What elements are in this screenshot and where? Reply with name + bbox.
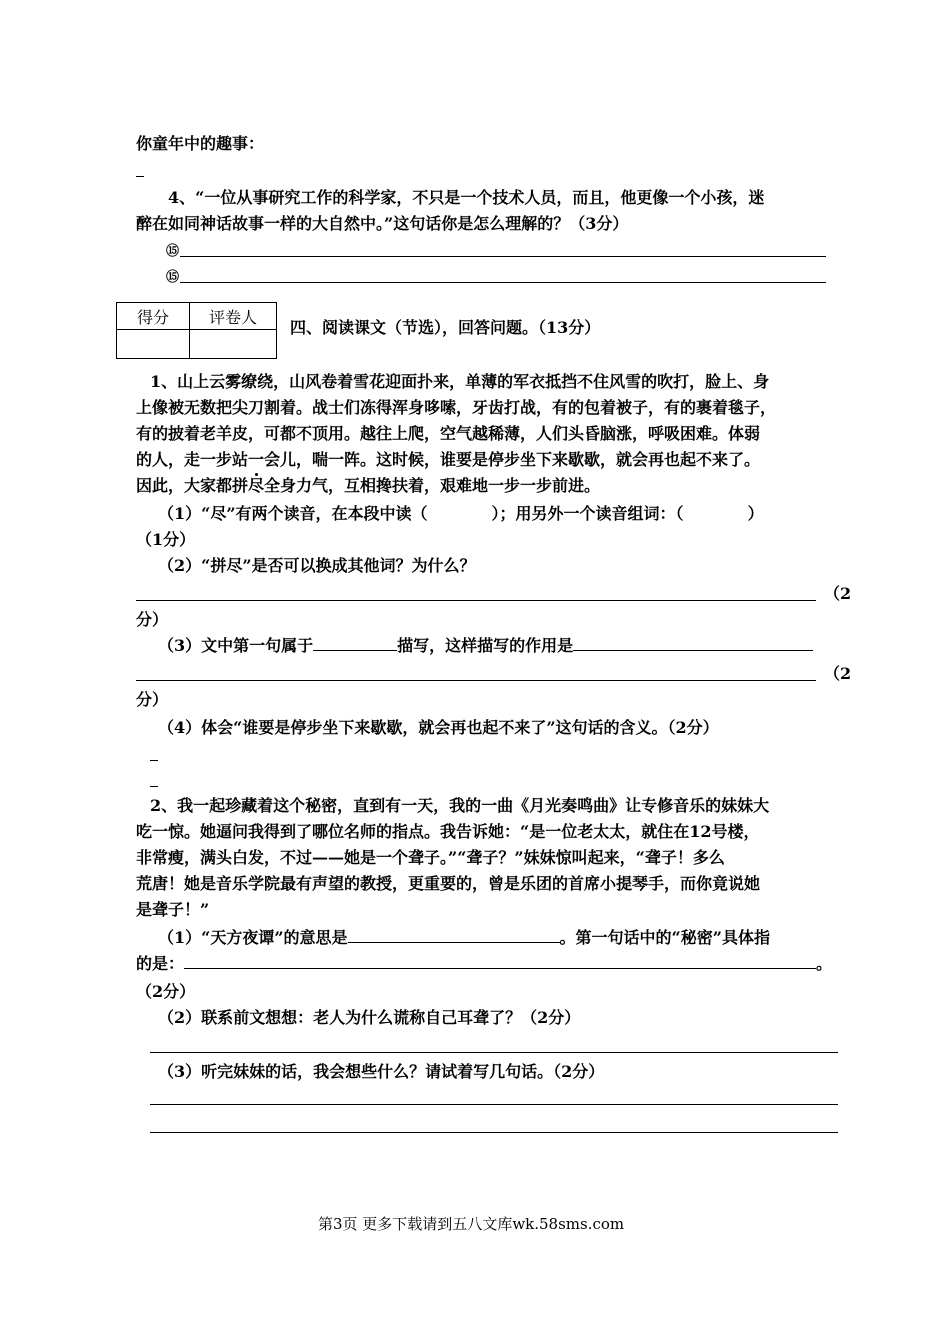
page-footer: 第3页 更多下载请到五八文库wk.58sms.com: [318, 1215, 625, 1233]
passage2-line1: 2、我一起珍藏着这个秘密，直到有一天，我的一曲《月光奏鸣曲》让专修音乐的妹妹大: [150, 796, 770, 815]
answer-dash: [136, 176, 144, 177]
p1-q2: （2）“拼尽”是否可以换成其他词？为什么？: [158, 556, 476, 575]
p1-q3-blank1[interactable]: [313, 636, 397, 651]
passage1-line5-b: 全身力气，互相搀扶着，艰难地一步一步前进。: [264, 476, 601, 495]
p1-q1-score: （1分）: [136, 530, 196, 549]
p1-q2-score-a: （2: [824, 584, 852, 603]
passage1-line5: [136, 476, 600, 496]
passage1-line2: 上像被无数把尖刀割着。战士们冻得浑身哆嗦，牙齿打战，有的包着被子，有的裹着毯子，: [136, 398, 777, 417]
q4-line1: 4、“一位从事研究工作的科学家，不只是一个技术人员，而且，他更像一个小孩，迷: [168, 188, 765, 207]
answer-line[interactable]: [180, 256, 826, 257]
passage2-line5: 是聋子！”: [136, 900, 210, 919]
p2-q1: [158, 928, 770, 948]
p2-q1-part-a: （1）“天方夜谭”的意思是: [158, 928, 348, 947]
p2-q1-part-c: 的是：: [136, 954, 185, 973]
p1-q3-score-b: 分）: [136, 690, 169, 709]
passage2-line4: 荒唐！她是音乐学院最有声望的教授，更重要的，曾是乐团的首席小提琴手，而你竟说她: [136, 874, 761, 893]
answer-line[interactable]: [150, 1052, 838, 1053]
answer-bullet: ⑮: [166, 244, 180, 259]
section-title: 四、阅读课文（节选），回答问题。（13分）: [290, 318, 601, 337]
p1-q3-score-a: （2: [824, 664, 852, 683]
p1-q3-part-a: （3）文中第一句属于: [158, 636, 314, 655]
intro-line: 你童年中的趣事：: [136, 134, 265, 153]
answer-bullet: ⑮: [166, 270, 180, 285]
p2-q3: （3）听完妹妹的话，我会想些什么？请试着写几句话。（2分）: [158, 1062, 605, 1081]
p1-q1-part-a: （1）“尽”有两个读音，在本段中读（: [158, 504, 428, 523]
p1-q1-part-c: ）: [747, 504, 764, 523]
answer-line[interactable]: [150, 1104, 838, 1105]
passage2-line2: 吃一惊。她逼问我得到了哪位名师的指点。我告诉她：“是一位老太太，就住在12号楼，: [136, 822, 760, 841]
p2-q1-part-b: 。第一句话中的“秘密”具体指: [559, 928, 770, 947]
p2-q2: （2）联系前文想想：老人为什么谎称自己耳聋了？（2分）: [158, 1008, 581, 1027]
p2-q1-blank2[interactable]: [184, 954, 816, 969]
passage1-line5-a: 因此，大家都拼: [136, 476, 249, 495]
grader-header: 评卷人: [190, 303, 277, 330]
passage2-line3: 非常瘦，满头白发，不过——她是一个聋子。”“聋子？”妹妹惊叫起来，“聋子！多么: [136, 848, 725, 867]
p1-q3-part-b: 描写，这样描写的作用是: [397, 636, 574, 655]
grader-cell[interactable]: [190, 330, 277, 359]
emphasis-char: 尽: [248, 476, 265, 495]
p2-q1-blank1[interactable]: [348, 928, 560, 943]
answer-dash: [150, 786, 158, 787]
answer-line[interactable]: [136, 600, 816, 601]
p1-q4: （4）体会“谁要是停步坐下来歇歇，就会再也起不来了”这句话的含义。（2分）: [158, 718, 719, 737]
p1-q3-blank2[interactable]: [573, 636, 813, 651]
answer-line[interactable]: [150, 1132, 838, 1133]
passage1-line1: 1、山上云雾缭绕，山风卷着雪花迎面扑来，单薄的军衣抵挡不住风雪的吹打，脸上、身: [150, 372, 770, 391]
q4-line2: 醉在如同神话故事一样的大自然中。”这句话你是怎么理解的？（3分）: [136, 214, 629, 233]
p2-q1-score: （2分）: [136, 982, 196, 1001]
score-table: [116, 302, 277, 359]
p2-q1-part-d: 。: [816, 954, 833, 973]
p2-q1-line2: [136, 954, 832, 974]
p1-q1: [158, 504, 764, 524]
answer-line[interactable]: [180, 282, 826, 283]
score-cell[interactable]: [117, 330, 190, 359]
p1-q3: [158, 636, 813, 656]
p1-q1-part-b: ）；用另外一个读音组词：（: [491, 504, 684, 523]
answer-line[interactable]: [136, 680, 816, 681]
p1-q2-score-b: 分）: [136, 610, 169, 629]
passage1-line3: 有的披着老羊皮，可都不顶用。越往上爬，空气越稀薄，人们头昏脑涨，呼吸困难。体弱: [136, 424, 761, 443]
score-header: 得分: [117, 303, 190, 330]
passage1-line4: 的人，走一步站一会儿，喘一阵。这时候，谁要是停步坐下来歇歇，就会再也起不来了。: [136, 450, 761, 469]
answer-dash: [150, 760, 158, 761]
